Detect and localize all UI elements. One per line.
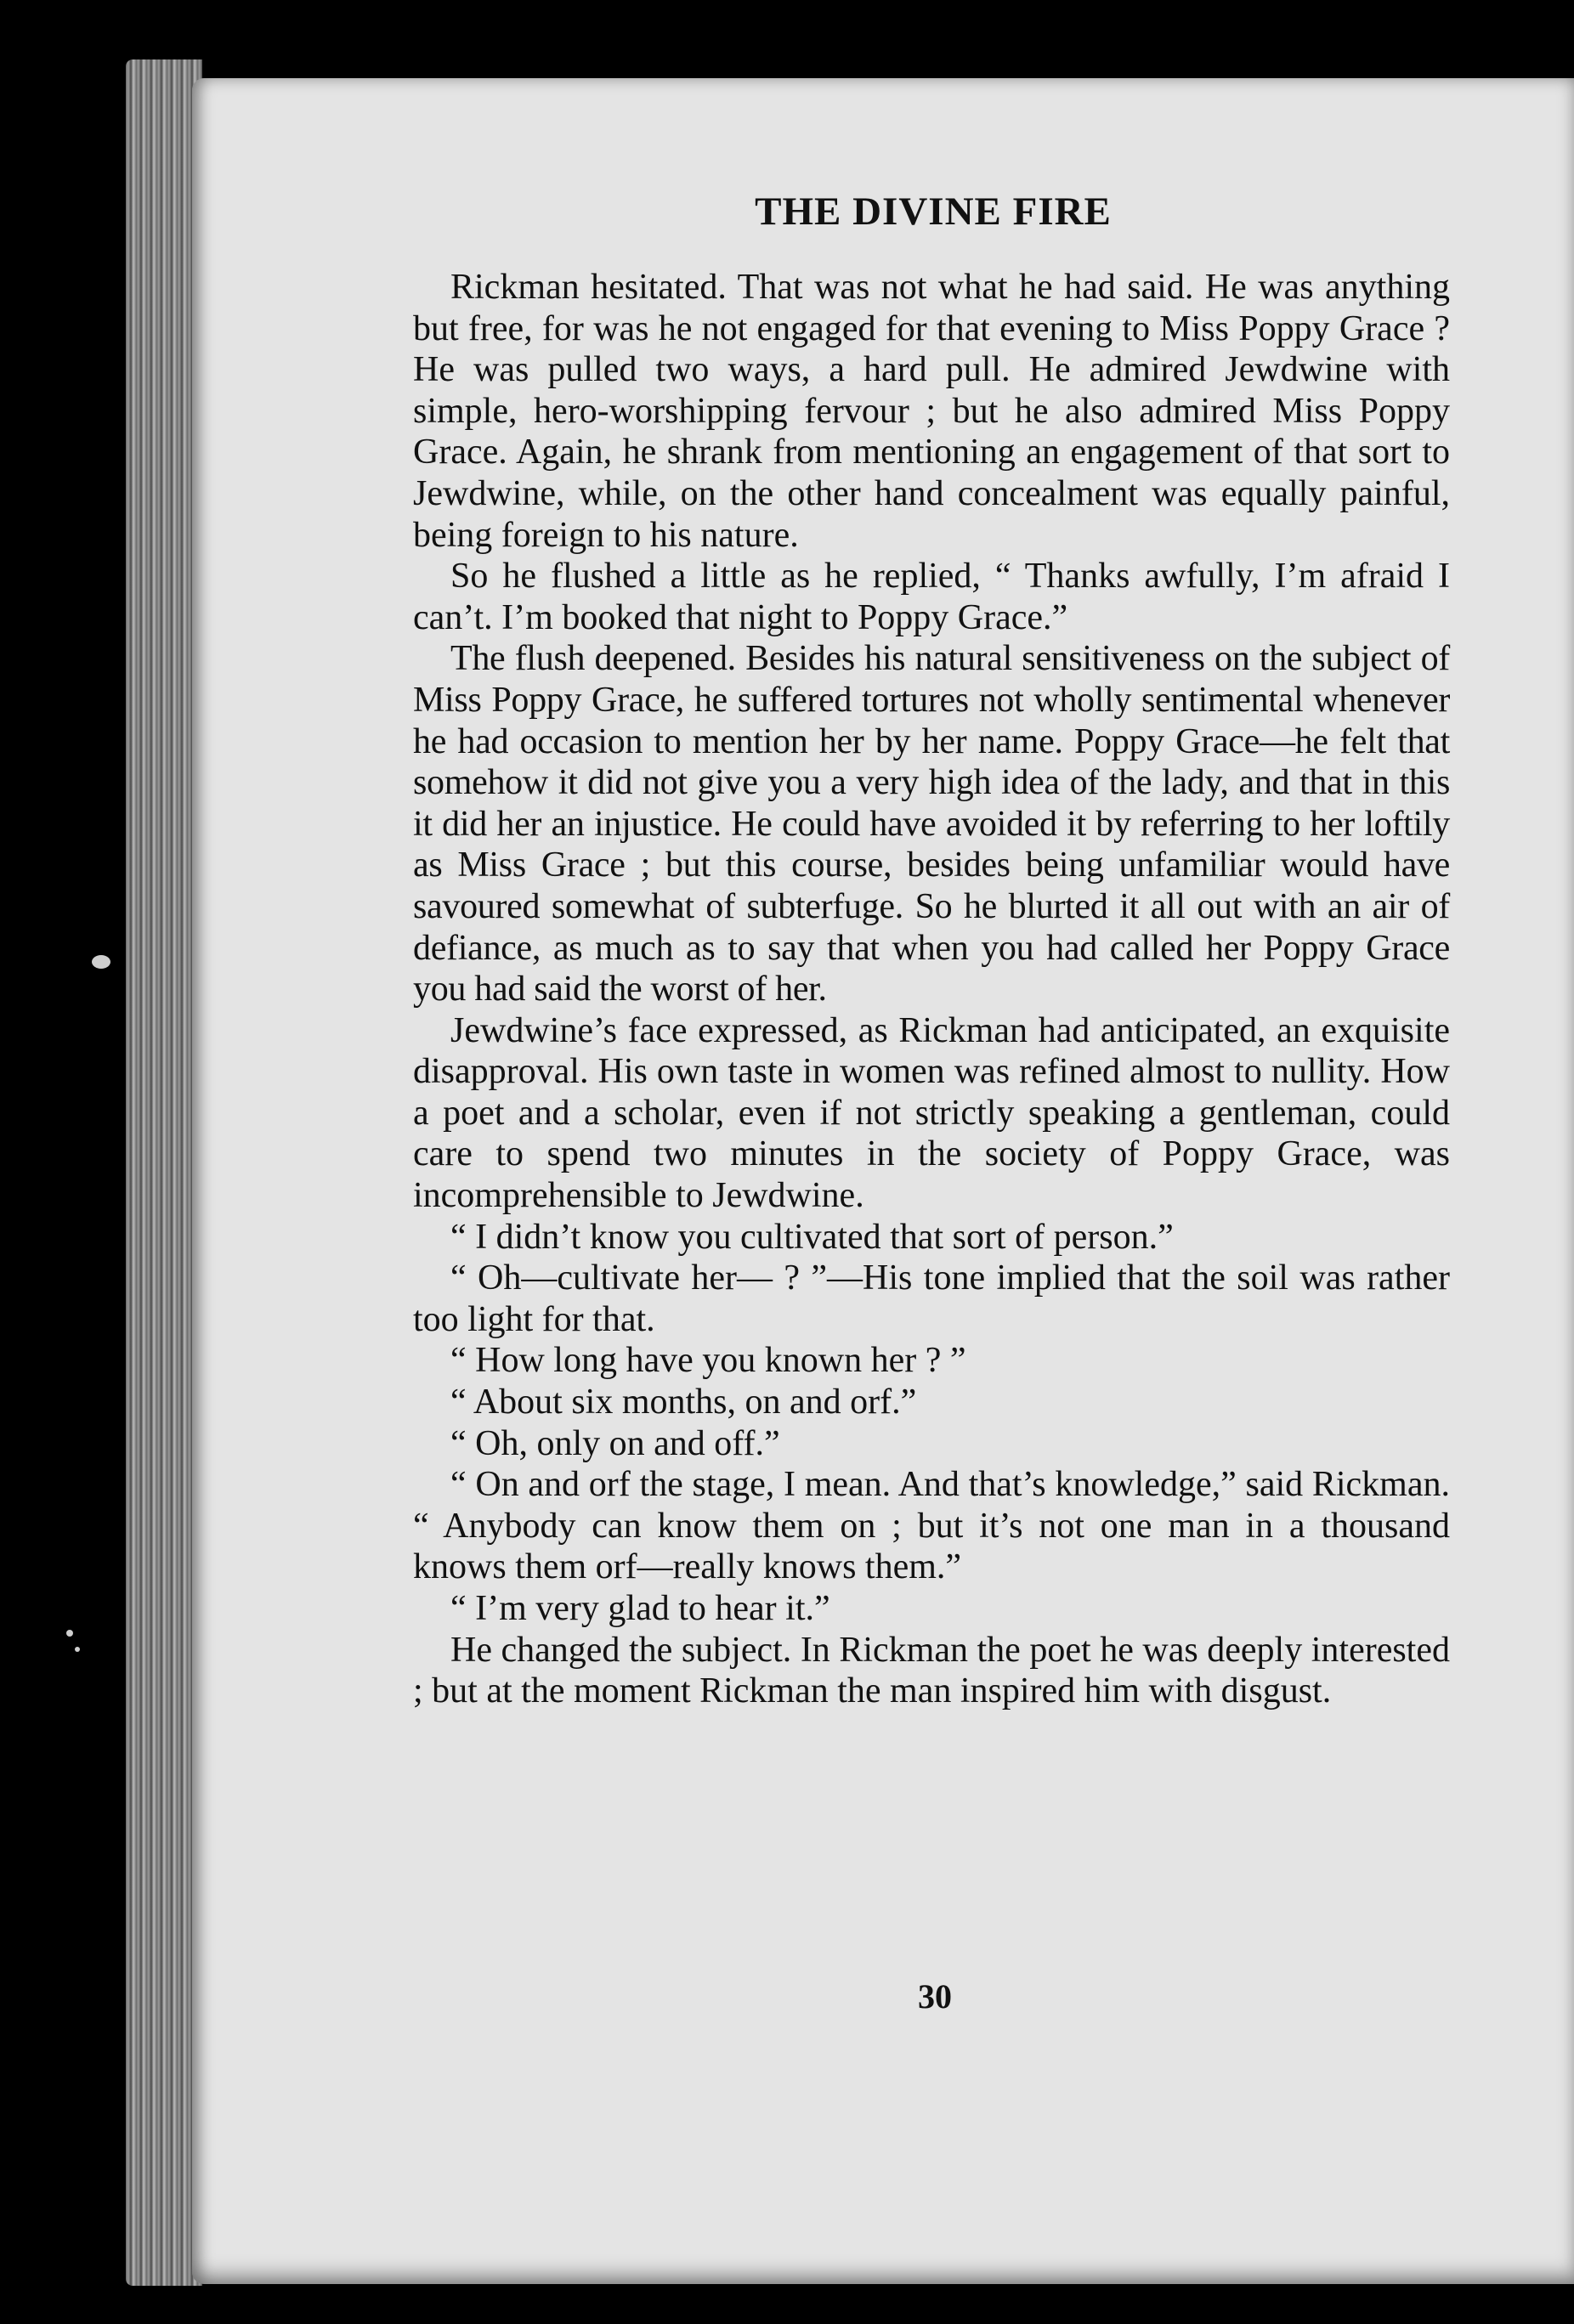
dialogue-line: “ I’m very glad to hear it.” — [450, 1589, 830, 1628]
dust-speck — [75, 1647, 80, 1652]
paragraph: He changed the subject. In Rickman the poet he was deeply interested ; but at the moment Rickman the man inspired him with disgust. — [413, 1630, 1450, 1711]
dialogue-line: “ About six months, on and orf.” — [450, 1383, 917, 1422]
paragraph: Rickman hesitated. That was not what he had said. He was anything but free, for was he not engaged for that evening to Miss Poppy Grace ? He was pulled two ways, a hard pull. He admired Jewdwine with simple, hero-worshipping fervour ; but he also admired Miss Poppy Grace. Again, he shrank from mentioning an engagement of that sort to Jewdwine, while, on the other hand concealment was equally painful, being foreign to his nature. — [413, 268, 1450, 555]
running-head: THE DIVINE FIRE — [755, 189, 1112, 234]
body-text — [413, 267, 1450, 1712]
dialogue-line: “ On and orf the stage, I mean. And that’s knowledge,” said Rickman. “ Anybody can know them on ; but it’s not one man in a thousand knows them orf—really knows them.” — [413, 1465, 1450, 1587]
dialogue-line: “ Oh, only on and off.” — [450, 1423, 780, 1463]
dialogue-line: “ Oh—cultivate her— ? ”—His tone implied that the soil was rather too light for that. — [413, 1258, 1450, 1339]
paragraph: So he flushed a little as he replied, “ Thanks awfully, I’m afraid I can’t. I’m booked that night to Poppy Grace.” — [413, 557, 1450, 637]
page-number: 30 — [918, 1977, 952, 2016]
dust-speck — [66, 1630, 73, 1637]
book-page-edges — [126, 59, 202, 2286]
paragraph: The flush deepened. Besides his natural sensitiveness on the subject of Miss Poppy Grace, he suffered tortures not wholly sentimental whenever he had occasion to mention her by her name. Poppy Grace—he felt that somehow it did not give you a very high idea of the lady, and that in this it did her an injustice. He could have avoided it by referring to her loftily as Miss Grace ; but this course, besides being unfamiliar would have savoured somewhat of subterfuge. So he blurted it all out with an air of defiance, as much as to say that when you had called her Poppy Grace you had said the worst of her. — [413, 639, 1450, 1009]
paragraph: Jewdwine’s face expressed, as Rickman had anticipated, an exquisite disapproval. His own taste in women was refined almost to nullity. How a poet and a scholar, even if not strictly speaking a gentleman, could care to spend two minutes in the society of Poppy Grace, was incomprehensible to Jewdwine. — [413, 1010, 1450, 1216]
dust-speck — [92, 955, 110, 969]
dialogue-line: “ How long have you known her ? ” — [450, 1341, 966, 1381]
dialogue-line: “ I didn’t know you cultivated that sort of person.” — [450, 1217, 1174, 1257]
